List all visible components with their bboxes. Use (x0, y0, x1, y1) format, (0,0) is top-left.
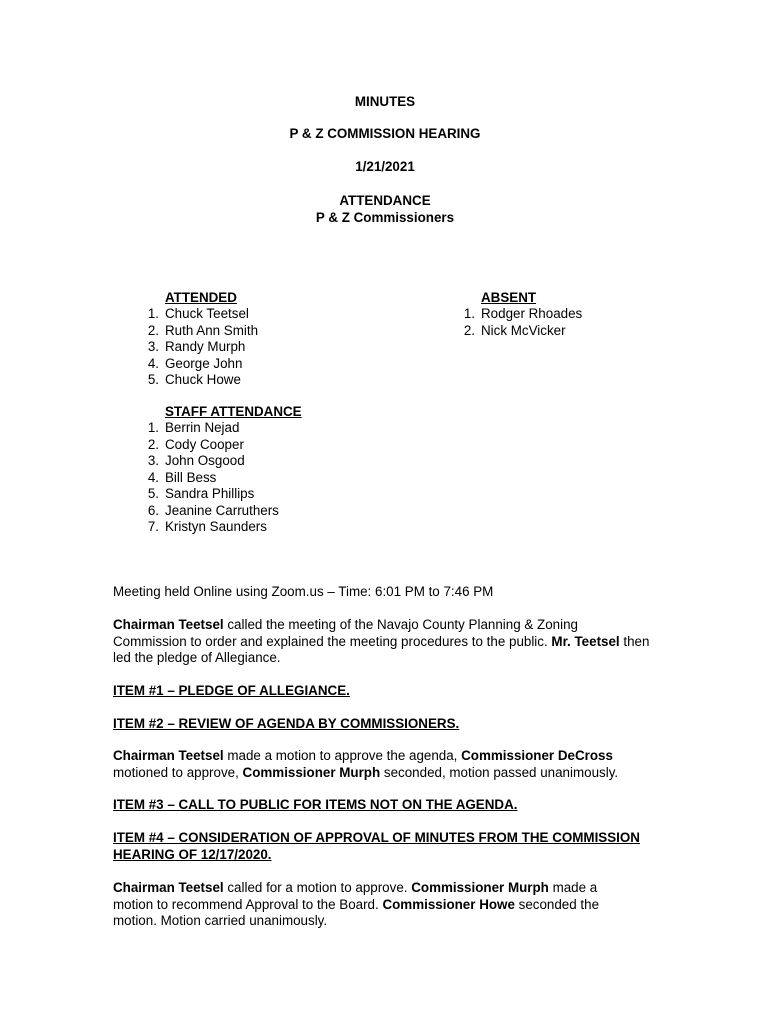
absent-list (455, 306, 582, 339)
bold-name: Commissioner Howe (382, 896, 515, 912)
list-item: 1. Rodger Rhoades (463, 306, 583, 321)
paragraph-text: made a motion to approve the agenda, (223, 748, 462, 763)
staff-label: STAFF ATTENDANCE (165, 404, 302, 419)
list-item: 5. Chuck Howe (147, 372, 241, 387)
bold-name: Commissioner Murph (242, 764, 381, 780)
bold-name: Chairman Teetsel (113, 617, 224, 632)
bold-name: Commissioner DeCross (461, 748, 613, 763)
list-item: 4. George John (147, 355, 243, 371)
document-subtitle: P & Z COMMISSION HEARING (289, 126, 481, 141)
attendance-subheading: P & Z Commissioners (315, 210, 455, 225)
paragraph-minutes (113, 880, 633, 930)
list-item: 6. Jeanine Carruthers (147, 502, 279, 518)
attendance-heading-block (0, 192, 770, 226)
item-4-heading: ITEM #4 – CONSIDERATION OF APPROVAL OF MINUTES FROM THE COMMISSION HEARING OF 12/17/2020. (113, 830, 640, 862)
list-item: 5. Sandra Phillips (147, 486, 255, 501)
item-1-heading: ITEM #1 – PLEDGE OF ALLEGIANCE. (113, 683, 350, 698)
staff-list (139, 420, 279, 536)
list-item: 1. Chuck Teetsel (147, 306, 249, 321)
bold-name: Mr. Teetsel (551, 633, 620, 649)
paragraph-opening (113, 617, 653, 667)
list-item: 2. Cody Cooper (147, 436, 244, 452)
attendance-heading: ATTENDANCE (339, 193, 431, 208)
attended-list (139, 306, 258, 389)
document-title: MINUTES (354, 94, 416, 109)
list-item: 4. Bill Bess (147, 469, 217, 485)
bold-name: Chairman Teetsel (113, 748, 224, 763)
paragraph-text: made a motion to recommend Approval to the Board. (113, 880, 598, 912)
bold-name: Chairman Teetsel (113, 880, 224, 895)
list-item: 2. Ruth Ann Smith (147, 322, 259, 338)
paragraph-text: then led the pledge of Allegiance. (113, 633, 650, 665)
list-item: 3. Randy Murph (147, 339, 246, 354)
list-item: 2. Nick McVicker (463, 322, 566, 338)
paragraph-agenda (113, 748, 653, 781)
document-date: 1/21/2021 (355, 159, 415, 174)
absent-label: ABSENT (481, 290, 537, 305)
list-item: 7. Kristyn Saunders (147, 519, 267, 534)
list-item: 1. Berrin Nejad (147, 420, 240, 435)
item-2-heading: ITEM #2 – REVIEW OF AGENDA BY COMMISSIONERS. (113, 716, 460, 731)
attended-label: ATTENDED (165, 290, 237, 305)
meeting-info: Meeting held Online using Zoom.us – Time: 6:01 PM to 7:46 PM (113, 584, 494, 599)
list-item: 3. John Osgood (147, 453, 245, 468)
bold-name: Commissioner Murph (411, 880, 549, 895)
paragraph-text: seconded, motion passed unanimously. (380, 764, 619, 780)
paragraph-text: called the meeting of the Navajo County Planning & Zoning Commission to order and explained the meeting procedures to the public. (113, 617, 578, 649)
item-3-heading: ITEM #3 – CALL TO PUBLIC FOR ITEMS NOT ON THE AGENDA. (113, 797, 518, 812)
paragraph-text: called for a motion to approve. (223, 880, 412, 895)
paragraph-text: motioned to approve, (113, 764, 243, 780)
paragraph-text: seconded the motion. Motion carried unanimously. (113, 896, 600, 928)
